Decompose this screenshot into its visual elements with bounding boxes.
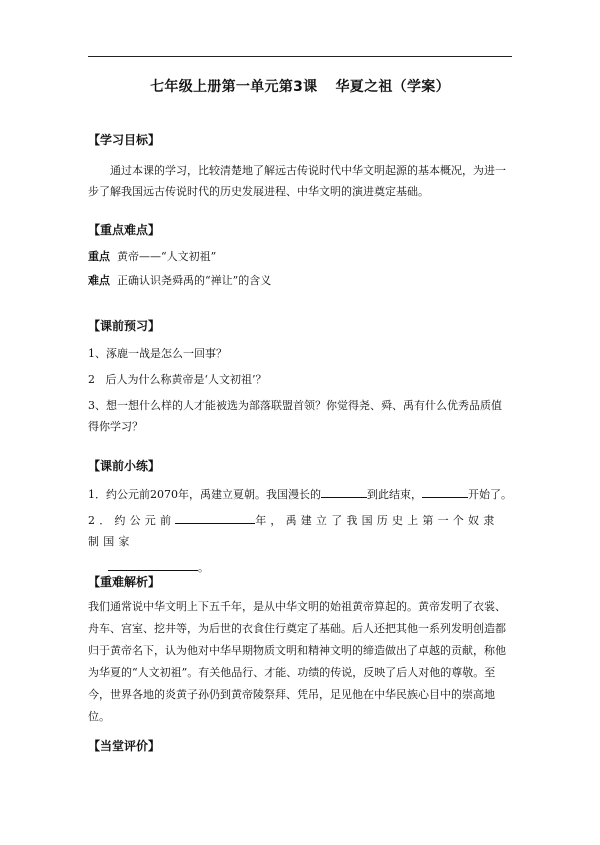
practice-q1-blank-2: [422, 484, 468, 498]
title-topic: 华夏之祖（学案）: [335, 79, 450, 95]
learning-goals-text: 通过本课的学习，比较清楚地了解远古传说时代中华文明起源的基本概况，为进一步了解我国远古传说时代的历史发展进程、中华文明的演进奠定基础。: [88, 164, 506, 198]
title-lesson: 七年级上册第一单元第3课: [150, 79, 318, 95]
practice-q1-blank-1: [321, 484, 367, 498]
practice-q1-part-1: 1．约公元前2070年，禹建立夏朝。我国漫长的: [88, 488, 321, 501]
analysis-text: 我们通常说中华文明上下五千年，是从中华文明的始祖黄帝算起的。黄帝发明了衣裳、舟车、宫室、挖井等，为后世的衣食住行奠定了基础。后人还把其他一系列发明创造都归于黄帝名下，认为他对中华早期物质文明和精神文明的缔造做出了卓越的贡献，称他为华夏的“人文初祖”。有关他品行、才能、功绩的传说，反映了后人对他的尊敬。至今，世界各地的炎黄子孙仍到黄帝陵祭拜、凭吊，足见他在中华民族心目中的崇高地位。: [88, 600, 506, 723]
heading-practice: 【课前小练】: [88, 459, 161, 473]
header-rule: [88, 56, 512, 57]
practice-q2-part-1: 2．约公元前: [88, 514, 176, 527]
practice-q1-part-2: 到此结束，: [367, 488, 422, 501]
difficult-point-label: 难点: [88, 274, 110, 287]
section-preview: [88, 316, 512, 437]
practice-q2-blank-1: [175, 510, 255, 524]
section-key-points: [88, 220, 512, 291]
heading-preview: 【课前预习】: [88, 319, 161, 333]
section-evaluation: [88, 736, 512, 757]
page-title: [0, 76, 600, 96]
practice-question-2: [88, 510, 512, 552]
practice-q2-blank-2: [108, 557, 198, 571]
key-point-label: 重点: [88, 250, 110, 263]
preview-question-2-text: 后人为什么称黄帝是‘人文初祖’？: [105, 373, 267, 386]
key-point-row: [88, 246, 512, 267]
section-practice: [88, 456, 512, 578]
practice-q1-part-3: 开始了。: [468, 488, 512, 501]
difficult-point-text: 正确认识尧舜禹的“禅让”的含义: [117, 274, 272, 287]
section-learning-goals: [88, 130, 512, 202]
heading-learning-goals: 【学习目标】: [88, 133, 161, 147]
heading-analysis: 【重难解析】: [88, 575, 161, 589]
preview-question-2: [88, 369, 512, 390]
preview-question-2-number: 2: [88, 373, 95, 386]
difficult-point-row: [88, 270, 512, 291]
practice-q2-part-2: 年，禹建立了我国历史上第一个奴隶制国家: [88, 514, 499, 548]
practice-question-1: [88, 484, 512, 505]
practice-q2-part-3: 。: [198, 561, 209, 574]
preview-question-1: 1、涿鹿一战是怎么一回事？: [88, 347, 227, 360]
heading-evaluation: 【当堂评价】: [88, 739, 161, 753]
section-analysis: [88, 572, 512, 728]
key-point-text: 黄帝——“人文初祖”: [117, 250, 217, 263]
heading-key-points: 【重点难点】: [88, 223, 161, 237]
preview-question-3: 3、想一想什么样的人才能被选为部落联盟首领？你觉得尧、舜、禹有什么优秀品质值得你学习？: [88, 399, 502, 433]
